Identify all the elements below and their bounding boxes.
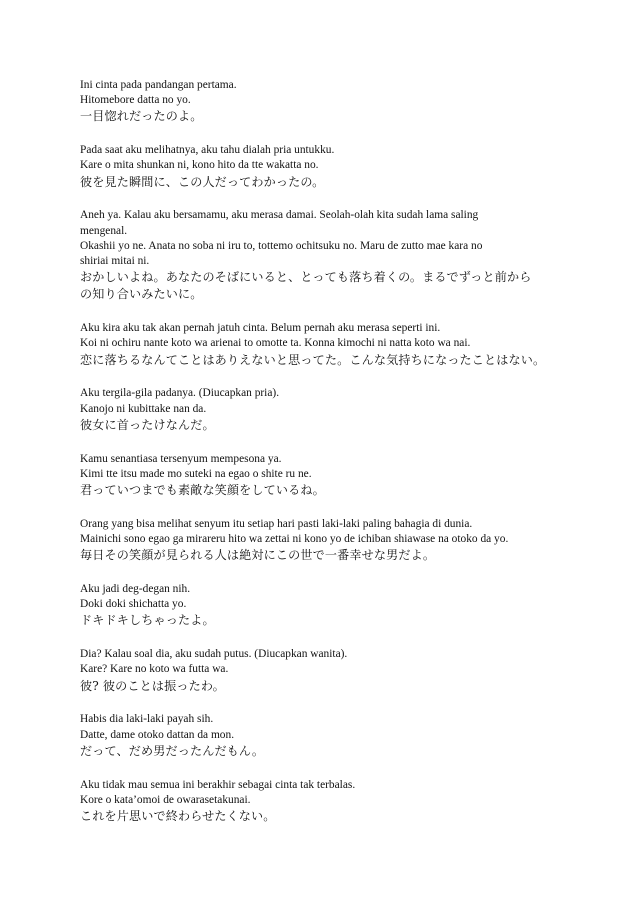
japanese-line: 彼? 彼のことは振ったわ。 [80, 678, 225, 693]
romaji-or-indonesian-line: Mainichi sono egao ga mirareru hito wa zettai ni kono yo de ichiban shiawase na otoko da yo. [80, 533, 509, 546]
phrase-block [80, 452, 580, 500]
japanese-line: 彼女に首ったけなんだ。 [80, 417, 215, 432]
japanese-line: 毎日その笑顔が見られる人は絶対にこの世で一番幸せな男だよ。 [80, 548, 436, 563]
document-body [80, 78, 580, 843]
romaji-or-indonesian-line: Kamu senantiasa tersenyum mempesona ya. [80, 452, 282, 465]
japanese-line: の知り合いみたいに。 [80, 287, 203, 302]
romaji-or-indonesian-line: Koi ni ochiru nante koto wa arienai to omotte ta. Konna kimochi ni natta koto wa nai. [80, 337, 471, 350]
phrase-block [80, 386, 580, 434]
phrase-block [80, 778, 580, 826]
romaji-or-indonesian-line: shiriai mitai ni. [80, 255, 150, 268]
romaji-or-indonesian-line: Aku tidak mau semua ini berakhir sebagai cinta tak terbalas. [80, 778, 356, 791]
romaji-or-indonesian-line: Hitomebore datta no yo. [80, 94, 191, 107]
romaji-or-indonesian-line: Kare? Kare no koto wa futta wa. [80, 663, 229, 676]
japanese-line: ドキドキしちゃったよ。 [80, 613, 215, 628]
phrase-block [80, 321, 580, 369]
japanese-line: 君っていつまでも素敵な笑顔をしているね。 [80, 483, 325, 498]
romaji-or-indonesian-line: Aku tergila-gila padanya. (Diucapkan pria). [80, 387, 280, 400]
romaji-or-indonesian-line: Orang yang bisa melihat senyum itu setiap hari pasti laki-laki paling bahagia di dunia. [80, 517, 473, 530]
japanese-line: 一目惚れだったのよ。 [80, 109, 203, 124]
japanese-line: 恋に落ちるなんてことはありえないと思ってた。こんな気持ちになったことはない。 [80, 352, 546, 367]
romaji-or-indonesian-line: Habis dia laki-laki payah sih. [80, 713, 214, 726]
romaji-or-indonesian-line: Kanojo ni kubittake nan da. [80, 402, 207, 415]
japanese-line: これを片思いで終わらせたくない。 [80, 809, 276, 824]
romaji-or-indonesian-line: Kare o mita shunkan ni, kono hito da tte wakatta no. [80, 159, 319, 172]
japanese-line: 彼を見た瞬間に、この人だってわかったの。 [80, 174, 325, 189]
phrase-block [80, 517, 580, 565]
romaji-or-indonesian-line: Aku kira aku tak akan pernah jatuh cinta. Belum pernah aku merasa seperti ini. [80, 322, 441, 335]
phrase-block [80, 647, 580, 695]
japanese-line: おかしいよね。あなたのそばにいると、とっても落ち着くの。まるでずっと前から [80, 270, 532, 285]
phrase-block [80, 78, 580, 126]
phrase-block [80, 143, 580, 191]
romaji-or-indonesian-line: mengenal. [80, 224, 128, 237]
phrase-block [80, 582, 580, 630]
romaji-or-indonesian-line: Doki doki shichatta yo. [80, 598, 187, 611]
phrase-block [80, 208, 580, 303]
romaji-or-indonesian-line: Okashii yo ne. Anata no soba ni iru to, tottemo ochitsuku no. Maru de zutto mae kara no [80, 239, 483, 252]
romaji-or-indonesian-line: Ini cinta pada pandangan pertama. [80, 79, 237, 91]
romaji-or-indonesian-line: Dia? Kalau soal dia, aku sudah putus. (Diucapkan wanita). [80, 648, 348, 661]
romaji-or-indonesian-line: Pada saat aku melihatnya, aku tahu dialah pria untukku. [80, 144, 335, 157]
romaji-or-indonesian-line: Aneh ya. Kalau aku bersamamu, aku merasa damai. Seolah-olah kita sudah lama saling [80, 209, 479, 222]
romaji-or-indonesian-line: Datte, dame otoko dattan da mon. [80, 728, 235, 741]
romaji-or-indonesian-line: Kore o kata’omoi de owarasetakunai. [80, 793, 251, 806]
phrase-block [80, 712, 580, 760]
romaji-or-indonesian-line: Kimi tte itsu made mo suteki na egao o shite ru ne. [80, 467, 312, 480]
romaji-or-indonesian-line: Aku jadi deg-degan nih. [80, 583, 191, 596]
japanese-line: だって、だめ男だったんだもん。 [80, 743, 265, 758]
